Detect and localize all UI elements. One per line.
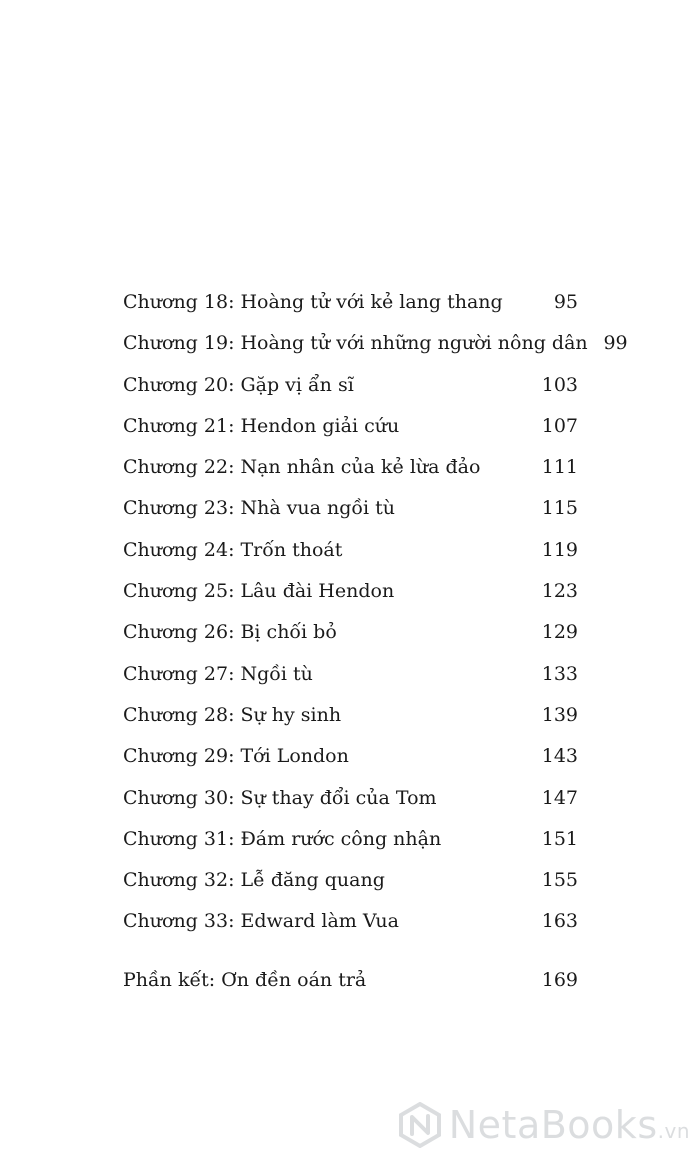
toc-chapter-title: Nạn nhân của kẻ lừa đảo — [240, 456, 481, 479]
toc-page-number: 111 — [541, 456, 578, 479]
toc-chapter-title: Ngồi tù — [240, 662, 313, 685]
toc-chapter-number: Chương 18: — [123, 291, 235, 313]
toc-chapter-title: Lâu đài Hendon — [240, 580, 395, 603]
toc-chapter-title: Edward làm Vua — [240, 910, 399, 933]
toc-entry-29[interactable] — [123, 741, 578, 782]
toc-chapter-number: Chương 23: — [123, 497, 235, 520]
toc-chapter-number: Chương 20: — [123, 373, 235, 396]
toc-entry-26[interactable] — [123, 617, 578, 658]
toc-chapter-title: Lễ đăng quang — [240, 869, 385, 892]
toc-page-number: 133 — [541, 662, 578, 685]
toc-entry-epilogue[interactable] — [123, 965, 578, 995]
toc-chapter-title: Tới London — [240, 745, 349, 768]
toc-chapter-title: Hendon giải cứu — [240, 414, 400, 437]
toc-entry-21[interactable] — [123, 411, 578, 452]
toc-page-number: 169 — [541, 969, 578, 991]
toc-chapter-title: Hoàng tử với kẻ lang thang — [240, 291, 503, 313]
toc-chapter-title: Trốn thoát — [240, 538, 343, 561]
toc-page-number: 107 — [541, 414, 578, 437]
toc-page-number: 99 — [603, 332, 628, 355]
watermark-brand: NetaBooks.vn — [448, 1103, 690, 1147]
toc-chapter-title: Gặp vị ẩn sĩ — [240, 373, 354, 396]
toc-page-number: 123 — [541, 580, 578, 603]
toc-page-number: 163 — [541, 910, 578, 933]
toc-page-number: 129 — [541, 621, 578, 644]
toc-chapter-number: Chương 22: — [123, 456, 235, 479]
toc-page-number: 147 — [541, 786, 578, 809]
toc-page-number: 119 — [541, 538, 578, 561]
toc-entry-20[interactable] — [123, 370, 578, 411]
toc-entry-28[interactable] — [123, 700, 578, 741]
netabooks-watermark — [397, 1102, 690, 1148]
toc-page-number: 139 — [541, 703, 578, 726]
toc-entry-24[interactable] — [123, 535, 578, 576]
toc-chapter-number: Chương 29: — [123, 745, 235, 768]
toc-chapter-title: Sự thay đổi của Tom — [240, 786, 437, 809]
toc-chapter-number: Chương 32: — [123, 869, 235, 892]
toc-page-number: 143 — [541, 745, 578, 768]
toc-entry-22[interactable] — [123, 452, 578, 493]
toc-chapter-title: Đám rước công nhận — [240, 827, 442, 850]
toc-chapter-number: Chương 25: — [123, 580, 235, 603]
toc-chapter-number: Chương 24: — [123, 538, 235, 561]
toc-chapter-number: Chương 26: — [123, 621, 235, 644]
toc-entry-27[interactable] — [123, 659, 578, 700]
netabooks-logo-icon — [397, 1102, 443, 1148]
toc-chapter-title: Nhà vua ngồi tù — [240, 497, 396, 520]
toc-entry-23[interactable] — [123, 493, 578, 534]
toc-entry-32[interactable] — [123, 865, 578, 906]
toc-chapter-number: Chương 30: — [123, 786, 235, 809]
toc-chapter-title: Hoàng tử với những người nông dân — [240, 332, 588, 355]
toc-chapter-number: Chương 31: — [123, 827, 235, 850]
toc-page-number: 103 — [541, 373, 578, 396]
toc-chapter-number: Chương 27: — [123, 662, 235, 685]
toc-chapter-number: Chương 21: — [123, 414, 235, 437]
toc-epilogue-title: Ơn đền oán trả — [221, 969, 367, 991]
toc-epilogue-label: Phần kết: — [123, 969, 216, 991]
toc-entry-25[interactable] — [123, 576, 578, 617]
watermark-tld: .vn — [657, 1119, 690, 1143]
toc-entry-18[interactable] — [123, 287, 578, 328]
toc-entry-31[interactable] — [123, 824, 578, 865]
toc-chapter-title: Sự hy sinh — [240, 703, 342, 726]
toc-chapter-number: Chương 33: — [123, 910, 235, 933]
table-of-contents — [123, 287, 628, 948]
toc-chapter-number: Chương 28: — [123, 703, 235, 726]
toc-chapter-number: Chương 19: — [123, 332, 235, 355]
toc-page-number: 95 — [553, 291, 578, 313]
toc-page-number: 115 — [541, 497, 578, 520]
toc-chapter-title: Bị chối bỏ — [240, 621, 337, 644]
toc-entry-30[interactable] — [123, 783, 578, 824]
toc-entry-33[interactable] — [123, 906, 578, 947]
toc-page-number: 151 — [541, 827, 578, 850]
toc-page-number: 155 — [541, 869, 578, 892]
toc-entry-19[interactable] — [123, 328, 628, 369]
